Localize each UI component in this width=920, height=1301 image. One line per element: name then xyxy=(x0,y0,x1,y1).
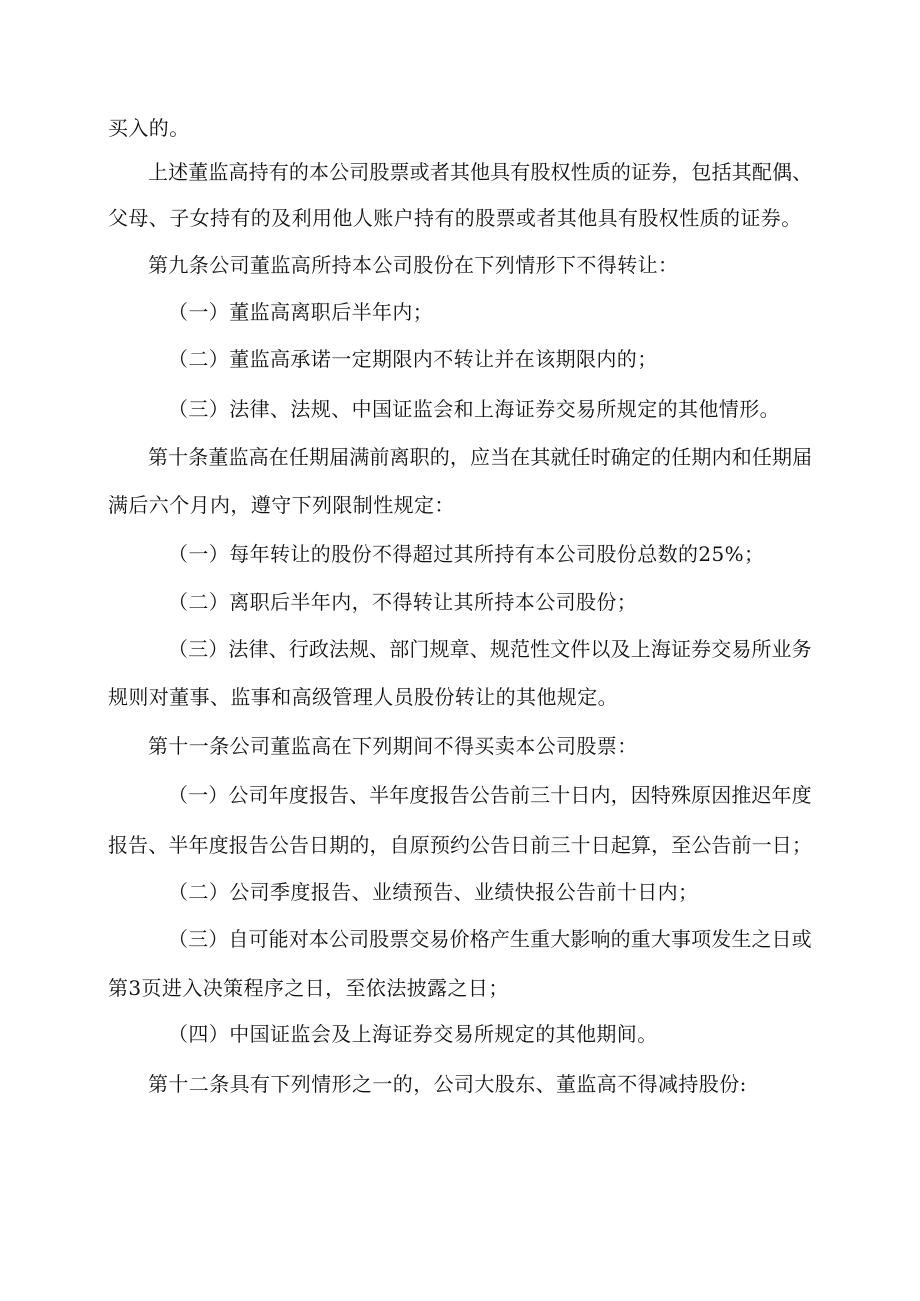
text-line: （三）法律、法规、中国证监会和上海证券交易所规定的其他情形。 xyxy=(168,397,780,421)
text-line: 规则对董事、监事和高级管理人员股份转让的其他规定。 xyxy=(108,685,618,709)
text-line: （三）自可能对本公司股票交易价格产生重大影响的重大事项发生之日或 xyxy=(168,927,812,951)
text-line: （三）法律、行政法规、部门规章、规范性文件以及上海证券交易所业务 xyxy=(168,637,812,661)
text-line: （四）中国证监会及上海证券交易所规定的其他期间。 xyxy=(168,1022,658,1046)
text-line: 买入的。 xyxy=(108,116,190,140)
text-line: 第十二条具有下列情形之一的，公司大股东、董监高不得减持股份: xyxy=(148,1072,747,1096)
text-line: 满后六个月内，遵守下列限制性规定： xyxy=(108,493,455,517)
text-line: 报告、半年度报告公告日期的，自原预约公告日前三十日起算，至公告前一日； xyxy=(108,833,812,857)
text-line: （二）离职后半年内，不得转让其所持本公司股份； xyxy=(168,590,638,614)
text-line: 第九条公司董监高所持本公司股份在下列情形下不得转让： xyxy=(148,253,679,277)
text-line: （一）董监高离职后半年内； xyxy=(168,300,434,324)
text-line: 第十条董监高在任期届满前离职的，应当在其就任时确定的任期内和任期届 xyxy=(148,445,813,469)
text-line: 上述董监高持有的本公司股票或者其他具有股权性质的证券，包括其配偶、 xyxy=(148,160,813,184)
text-line: （一）公司年度报告、半年度报告公告前三十日内，因特殊原因推迟年度 xyxy=(168,783,812,807)
text-line: （一）每年转让的股份不得超过其所持有本公司股份总数的25%； xyxy=(168,542,765,566)
text-line: （二）公司季度报告、业绩预告、业绩快报公告前十日内； xyxy=(168,880,699,904)
text-line: 父母、子女持有的及利用他人账户持有的股票或者其他具有股权性质的证券。 xyxy=(108,206,802,230)
text-line: 第3页进入决策程序之日，至依法披露之日； xyxy=(108,976,509,1000)
text-line: （二）董监高承诺一定期限内不转让并在该期限内的； xyxy=(168,347,658,371)
text-line: 第十一条公司董监高在下列期间不得买卖本公司股票： xyxy=(148,734,638,758)
